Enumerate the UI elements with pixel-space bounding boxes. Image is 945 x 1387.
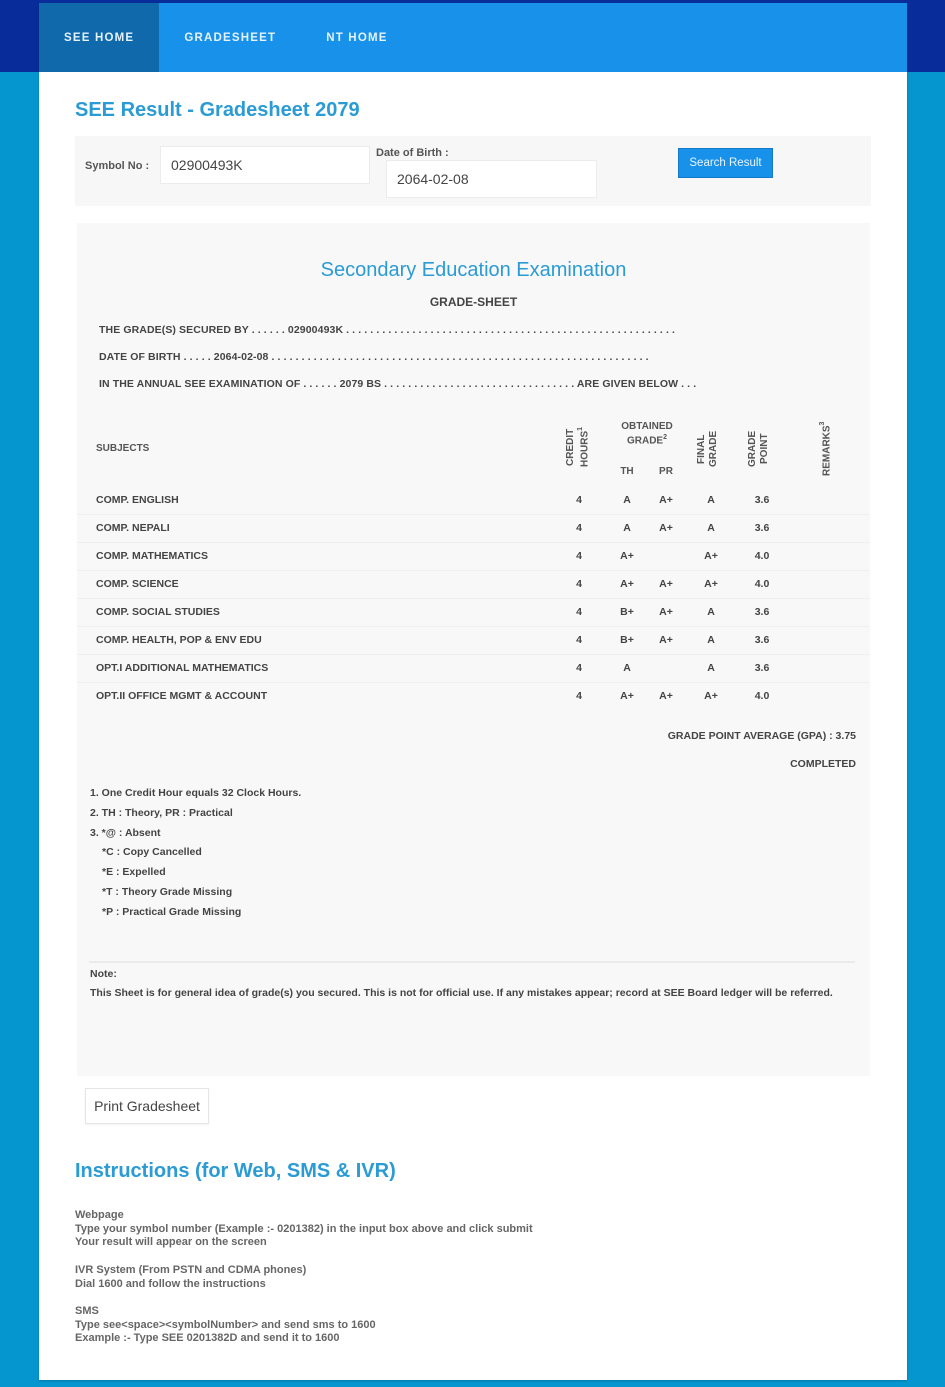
table-row — [77, 570, 870, 598]
grade-point: 3.6 — [754, 634, 770, 646]
subject-name: COMP. ENGLISH — [96, 494, 179, 506]
pr-grade: A+ — [659, 578, 673, 590]
grade-point: 4.0 — [754, 578, 770, 590]
th-grade: B+ — [620, 634, 634, 646]
table-row — [77, 626, 870, 654]
dob-label: Date of Birth : — [376, 147, 449, 159]
final-grade: A — [707, 634, 715, 646]
instructions-sms — [75, 1305, 376, 1346]
subject-name: OPT.I ADDITIONAL MATHEMATICS — [96, 662, 269, 674]
header-pr: PR — [659, 466, 673, 477]
legend-list — [90, 787, 301, 926]
grade-point: 3.6 — [754, 662, 770, 674]
nav-gradesheet[interactable]: GRADESHEET — [184, 31, 277, 44]
note-divider — [89, 961, 855, 963]
credit-hours: 4 — [576, 578, 582, 590]
th-grade: A — [623, 522, 631, 534]
final-grade: A — [707, 522, 715, 534]
grade-point: 3.6 — [754, 606, 770, 618]
table-row — [77, 514, 870, 542]
grade-point: 4.0 — [754, 550, 770, 562]
ivr-heading: IVR System (From PSTN and CDMA phones) — [75, 1264, 307, 1276]
nav-nt-home[interactable]: NT HOME — [326, 31, 388, 44]
exam-line: IN THE ANNUAL SEE EXAMINATION OF . . . . . . 2079 BS . . . . . . . . . . . . . . . . . . . . . . . . . . . . . . . . ARE GIVEN BELOW . . . — [99, 378, 697, 390]
grade-point: 4.0 — [754, 690, 770, 702]
credit-hours-text: CREDIT HOURS — [565, 428, 591, 468]
table-row — [77, 654, 870, 682]
header-th: TH — [620, 466, 634, 477]
final-grade: A+ — [704, 690, 718, 702]
secured-by-line: THE GRADE(S) SECURED BY . . . . . . 02900493K . . . . . . . . . . . . . . . . . . . . . . . . . . . . . . . . . . . . . . . . . . . . . . . . . . . . . . . — [99, 324, 676, 336]
note-text: This Sheet is for general idea of grade(s) you secured. This is not for official use. If any mistakes appear; record at SEE Board ledger will be referred. — [90, 987, 833, 999]
instructions-title: Instructions (for Web, SMS & IVR) — [75, 1160, 396, 1182]
header-obtained-grade — [607, 421, 687, 447]
web-heading: Webpage — [75, 1209, 124, 1221]
symbol-input[interactable]: 02900493K — [160, 146, 370, 184]
web-line: Your result will appear on the screen — [75, 1236, 267, 1248]
legend-item: 2. TH : Theory, PR : Practical — [90, 806, 233, 819]
final-grade: A — [707, 606, 715, 618]
pr-grade: A+ — [659, 606, 673, 618]
nav-see-home[interactable]: SEE HOME — [39, 3, 159, 72]
table-row — [77, 682, 870, 710]
subject-name: COMP. HEALTH, POP & ENV EDU — [96, 634, 262, 646]
dob-input[interactable]: 2064-02-08 — [386, 160, 597, 198]
grade-point: 3.6 — [754, 522, 770, 534]
print-gradesheet-button[interactable]: Print Gradesheet — [85, 1088, 209, 1124]
legend-item: *P : Practical Grade Missing — [102, 905, 242, 918]
table-row — [77, 598, 870, 626]
pr-grade: A+ — [659, 522, 673, 534]
th-grade: A — [623, 494, 631, 506]
subject-name: COMP. NEPALI — [96, 522, 170, 534]
note-label: Note: — [90, 968, 117, 980]
obtained-line1: OBTAINED — [621, 421, 673, 432]
th-grade: A+ — [620, 550, 634, 562]
search-form — [75, 136, 871, 206]
gradesheet — [77, 223, 870, 1076]
subject-name: OPT.II OFFICE MGMT & ACCOUNT — [96, 690, 268, 702]
header-grade-point: GRADE POINT — [747, 430, 770, 468]
navbar — [39, 3, 907, 72]
header-credit-hours — [565, 421, 595, 473]
sheet-subtitle: GRADE-SHEET — [429, 295, 518, 309]
table-row — [77, 542, 870, 570]
pr-grade: A+ — [659, 494, 673, 506]
instructions-ivr — [75, 1264, 306, 1291]
obtained-sup: 2 — [663, 433, 668, 441]
th-grade: A+ — [620, 578, 634, 590]
credit-hours: 4 — [576, 550, 582, 562]
credit-hours: 4 — [576, 690, 582, 702]
obtained-line2-text: GRADE — [626, 434, 664, 446]
credit-hours: 4 — [576, 634, 582, 646]
th-grade: A — [623, 662, 631, 674]
obtained-line2 — [607, 434, 687, 448]
dob-line: DATE OF BIRTH . . . . . 2064-02-08 . . . . . . . . . . . . . . . . . . . . . . . . . . . . . . . . . . . . . . . . . . . . . . . . . . . . . . . . . . . . . . . — [99, 351, 649, 363]
legend-item: *C : Copy Cancelled — [102, 846, 202, 859]
sheet-title: Secondary Education Examination — [320, 259, 627, 281]
remarks-sup: 3 — [819, 421, 826, 426]
credit-hours: 4 — [576, 662, 582, 674]
sms-line: Example :- Type SEE 0201382D and send it to 1600 — [75, 1332, 340, 1344]
sms-heading: SMS — [75, 1305, 99, 1317]
search-result-button[interactable]: Search Result — [678, 148, 773, 178]
header-subjects: SUBJECTS — [96, 443, 150, 454]
table-row — [77, 486, 870, 514]
legend-item: 3. *@ : Absent — [90, 826, 161, 839]
remarks-text: REMARKS — [821, 425, 833, 477]
sms-line: Type see<space><symbolNumber> and send sms to 1600 — [75, 1318, 376, 1331]
th-grade: B+ — [620, 606, 634, 618]
page-container — [39, 3, 907, 1380]
subject-name: COMP. SOCIAL STUDIES — [96, 606, 220, 618]
subject-name: COMP. MATHEMATICS — [96, 550, 208, 562]
legend-item: *E : Expelled — [102, 866, 166, 879]
legend-item: *T : Theory Grade Missing — [102, 885, 233, 898]
th-grade: A+ — [620, 690, 634, 702]
ivr-line: Dial 1600 and follow the instructions — [75, 1277, 266, 1290]
symbol-label: Symbol No : — [85, 160, 150, 172]
credit-hours-sup: 1 — [577, 426, 584, 431]
credit-hours: 4 — [576, 494, 582, 506]
final-grade: A+ — [704, 578, 718, 590]
page-title: SEE Result - Gradesheet 2079 — [75, 99, 360, 121]
pr-grade: A+ — [659, 634, 673, 646]
credit-hours: 4 — [576, 606, 582, 618]
final-grade: A — [707, 662, 715, 674]
pr-grade: A+ — [659, 690, 673, 702]
legend-item: 1. One Credit Hour equals 32 Clock Hours. — [90, 787, 302, 799]
instructions-web — [75, 1209, 533, 1250]
final-grade: A — [707, 494, 715, 506]
header-final-grade: FINAL GRADE — [696, 430, 719, 468]
gpa-summary: GRADE POINT AVERAGE (GPA) : 3.75 — [667, 730, 856, 742]
result-status: COMPLETED — [790, 758, 856, 770]
subject-name: COMP. SCIENCE — [96, 578, 179, 590]
grade-point: 3.6 — [754, 494, 770, 506]
final-grade: A+ — [704, 550, 718, 562]
credit-hours: 4 — [576, 522, 582, 534]
web-line: Type your symbol number (Example :- 0201382) in the input box above and click submit — [75, 1222, 533, 1235]
header-remarks — [819, 418, 835, 480]
